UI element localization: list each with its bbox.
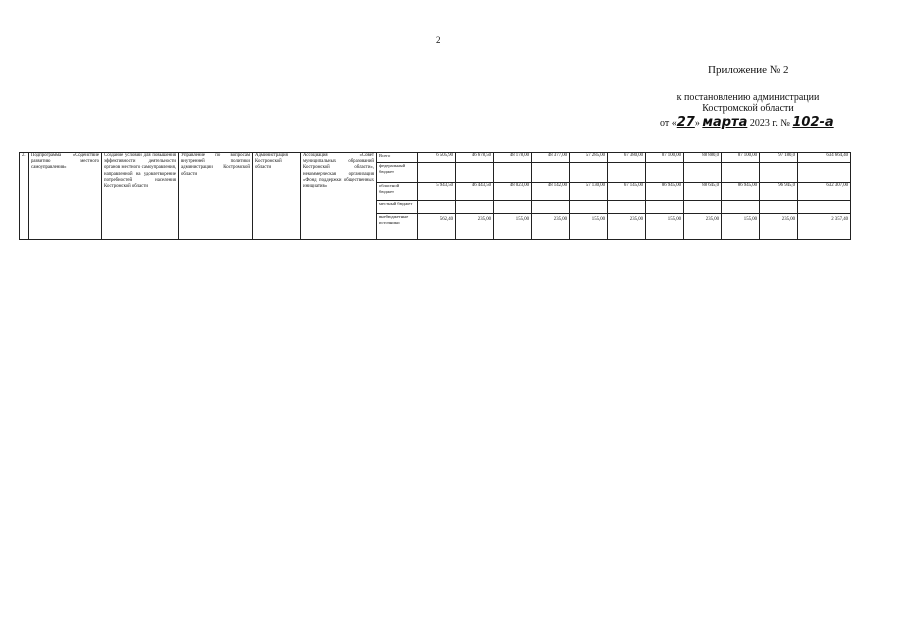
value-cell: 48 023,00 — [494, 183, 532, 201]
value-cell: 87 100,00 — [646, 153, 684, 163]
value-cell — [684, 201, 722, 214]
value-cell — [532, 163, 570, 183]
value-cell: 235,00 — [684, 214, 722, 240]
value-cell — [646, 201, 684, 214]
table-row — [20, 153, 851, 163]
value-cell: 88 645,0 — [684, 183, 722, 201]
value-cell — [570, 163, 608, 183]
value-cell — [494, 201, 532, 214]
value-cell: 46 678,50 — [456, 153, 494, 163]
value-cell — [684, 163, 722, 183]
resolution-line-2: Костромской области — [702, 103, 794, 114]
value-cell — [532, 201, 570, 214]
value-cell — [456, 201, 494, 214]
funding-table — [19, 152, 851, 240]
value-cell: 96 945,0 — [760, 183, 798, 201]
participants: Ассоциация «Совет муниципальных образований Костромской области», некоммерческая организация «Фонд поддержки общественных инициатив» — [301, 153, 377, 240]
funding-source: Всего — [377, 153, 418, 163]
value-cell: 88 880,0 — [684, 153, 722, 163]
value-cell: 67 380,00 — [608, 153, 646, 163]
value-cell — [760, 201, 798, 214]
resolution-date — [660, 115, 834, 130]
value-cell: 57 130,00 — [570, 183, 608, 201]
value-cell — [646, 163, 684, 183]
value-cell: 235,00 — [532, 214, 570, 240]
page-number: 2 — [436, 35, 441, 45]
value-cell — [760, 163, 798, 183]
total-cell — [798, 163, 851, 183]
handwritten-day: 27 — [676, 115, 695, 130]
handwritten-number: 102-а — [792, 115, 834, 130]
total-cell: 634 664,40 — [798, 153, 851, 163]
value-cell: 155,00 — [494, 214, 532, 240]
funding-source: федеральный бюджет — [377, 163, 418, 183]
value-cell: 46 443,50 — [456, 183, 494, 201]
date-year: 2023 г. № — [747, 118, 793, 129]
funding-source: местный бюджет — [377, 201, 418, 214]
value-cell — [722, 163, 760, 183]
funding-source: внебюджетные источники — [377, 214, 418, 240]
value-cell: 155,00 — [570, 214, 608, 240]
value-cell: 48 142,00 — [532, 183, 570, 201]
value-cell — [570, 201, 608, 214]
value-cell: 57 285,00 — [570, 153, 608, 163]
value-cell: 86 945,00 — [722, 183, 760, 201]
value-cell: 235,00 — [760, 214, 798, 240]
resolution-line-1: к постановлению администрации — [676, 92, 820, 103]
value-cell — [494, 163, 532, 183]
value-cell: 235,00 — [608, 214, 646, 240]
value-cell — [418, 163, 456, 183]
subprogram-goal: Создание условий для повышения эффективности деятельности органов местного самоуправления, направленной на удовлетворение потребностей населения Костромской области — [102, 153, 179, 240]
value-cell: 562,40 — [418, 214, 456, 240]
value-cell: 155,00 — [722, 214, 760, 240]
value-cell: 86 945,00 — [646, 183, 684, 201]
date-mid: » — [694, 118, 703, 129]
value-cell: 5 943,50 — [418, 183, 456, 201]
value-cell: 67 145,00 — [608, 183, 646, 201]
value-cell — [608, 201, 646, 214]
funding-source: областной бюджет — [377, 183, 418, 201]
value-cell — [418, 201, 456, 214]
value-cell — [608, 163, 646, 183]
value-cell — [456, 163, 494, 183]
value-cell: 48 377,00 — [532, 153, 570, 163]
value-cell: 87 100,00 — [722, 153, 760, 163]
value-cell: 235,00 — [456, 214, 494, 240]
value-cell — [722, 201, 760, 214]
co-executor: Администрация Костромской области — [253, 153, 301, 240]
value-cell: 97 180,0 — [760, 153, 798, 163]
total-cell: 2 357,40 — [798, 214, 851, 240]
date-prefix: от « — [660, 118, 677, 129]
subprogram-name: Подпрограмма «Содействие развитию местного самоуправления» — [29, 153, 102, 240]
appendix-title: Приложение № 2 — [708, 64, 789, 76]
resolution-reference — [668, 92, 828, 114]
responsible-executor: Управление по вопросам внутренней политики администрации Костромской области — [179, 153, 253, 240]
total-cell — [798, 201, 851, 214]
value-cell: 6 505,90 — [418, 153, 456, 163]
value-cell: 48 178,00 — [494, 153, 532, 163]
value-cell: 155,00 — [646, 214, 684, 240]
handwritten-month: марта — [702, 115, 748, 130]
row-number: 2. — [20, 153, 29, 240]
total-cell: 632 307,00 — [798, 183, 851, 201]
